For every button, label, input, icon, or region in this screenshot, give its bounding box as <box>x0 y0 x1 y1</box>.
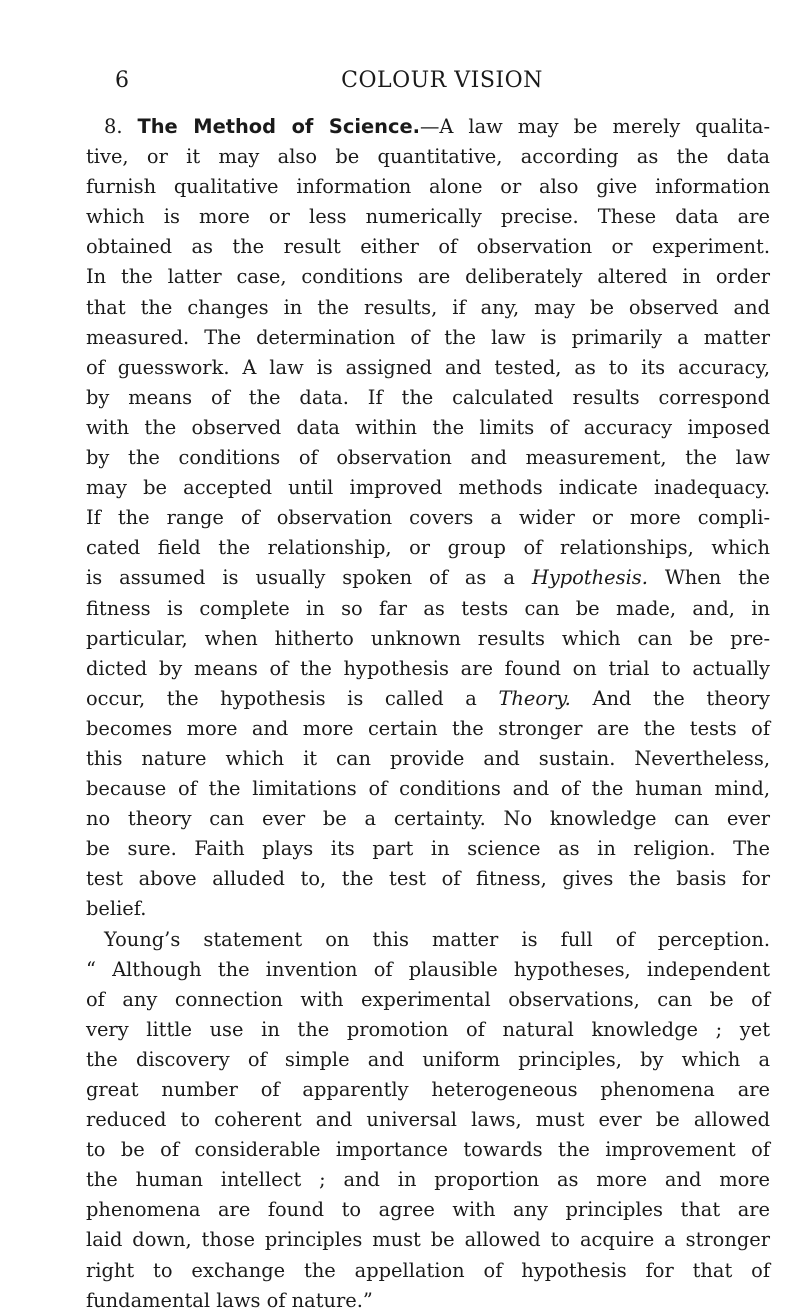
running-title: COLOUR VISION <box>341 68 543 93</box>
text-line: “ Although the invention of plausible hypotheses, independent <box>86 957 770 981</box>
text-line: phenomena are found to agree with any principles that are <box>86 1198 770 1222</box>
text-line: which is more or less numerically precise. These data are <box>86 205 770 229</box>
text-line: may be accepted until improved methods indicate inadequacy. <box>86 476 770 500</box>
section-heading: The Method of Science. <box>137 115 420 138</box>
body-text <box>86 112 770 1316</box>
text-line: be sure. Faith plays its part in science as in religion. The <box>86 837 770 861</box>
text-line: with the observed data within the limits of accuracy imposed <box>86 415 770 439</box>
text-line: tive, or it may also be quantitative, according as the data <box>86 145 770 169</box>
text-line: by the conditions of observation and measurement, the law <box>86 446 770 470</box>
text-line: to be of considerable importance towards the improvement of <box>86 1138 770 1162</box>
text-line: belief. <box>86 897 147 921</box>
text-line <box>86 112 770 142</box>
page-header <box>115 66 769 96</box>
text-line: particular, when hitherto unknown results which can be pre- <box>86 626 770 650</box>
text-line: this nature which it can provide and sustain. Nevertheless, <box>86 746 770 770</box>
text-line <box>86 684 770 714</box>
text-line: In the latter case, conditions are deliberately altered in order <box>86 265 770 289</box>
text-line: no theory can ever be a certainty. No knowledge can ever <box>86 807 770 831</box>
text-line: fundamental laws of nature.” <box>86 1288 373 1312</box>
text-line: measured. The determination of the law is primarily a matter <box>86 325 770 349</box>
text-line: becomes more and more certain the stronger are the tests of <box>86 716 770 740</box>
text-line: fitness is complete in so far as tests can be made, and, in <box>86 596 770 620</box>
text-line: furnish qualitative information alone or also give information <box>86 175 770 199</box>
text-line: the discovery of simple and uniform principles, by which a <box>86 1047 770 1071</box>
text-line: reduced to coherent and universal laws, must ever be allowed <box>86 1108 770 1132</box>
text-line: great number of apparently heterogeneous phenomena are <box>86 1078 770 1101</box>
text-line: very little use in the promotion of natural knowledge ; yet <box>86 1017 770 1041</box>
text-line: the human intellect ; and in proportion as more and more <box>86 1168 770 1192</box>
text-line: of any connection with experimental observations, can be of <box>86 987 770 1011</box>
text-segment: occur, the hypothesis is called a <box>86 686 499 710</box>
text-line: because of the limitations of conditions and of the human mind, <box>86 777 770 801</box>
italic-term-hypothesis: Hypothesis. <box>531 566 648 590</box>
italic-term-theory: Theory. <box>498 686 571 710</box>
text-segment: is assumed is usually spoken of as a <box>86 566 532 590</box>
text-segment: When the <box>647 566 770 590</box>
text-line: that the changes in the results, if any, may be observed and <box>86 295 770 319</box>
text-segment: A law may be merely qualita- <box>439 115 770 138</box>
em-dash: — <box>419 115 440 138</box>
text-line <box>86 563 770 593</box>
text-line: obtained as the result either of observation or experiment. <box>86 235 770 259</box>
text-line: If the range of observation covers a wider or more compli- <box>86 506 770 530</box>
text-segment: And the theory <box>570 686 770 710</box>
text-line: by means of the data. If the calculated results correspond <box>86 385 770 409</box>
text-line: Young’s statement on this matter is full of perception. <box>104 927 770 951</box>
page-number: 6 <box>115 68 129 93</box>
text-line: of guesswork. A law is assigned and tested, as to its accuracy, <box>86 355 770 379</box>
text-line: test above alluded to, the test of fitness, gives the basis for <box>86 867 770 891</box>
text-line: right to exchange the appellation of hypothesis for that of <box>86 1258 770 1282</box>
text-line: dicted by means of the hypothesis are found on trial to actually <box>86 656 770 680</box>
text-line: cated field the relationship, or group of relationships, which <box>86 536 770 560</box>
text-line: laid down, those principles must be allowed to acquire a stronger <box>86 1228 770 1252</box>
section-number: 8. <box>104 115 123 138</box>
